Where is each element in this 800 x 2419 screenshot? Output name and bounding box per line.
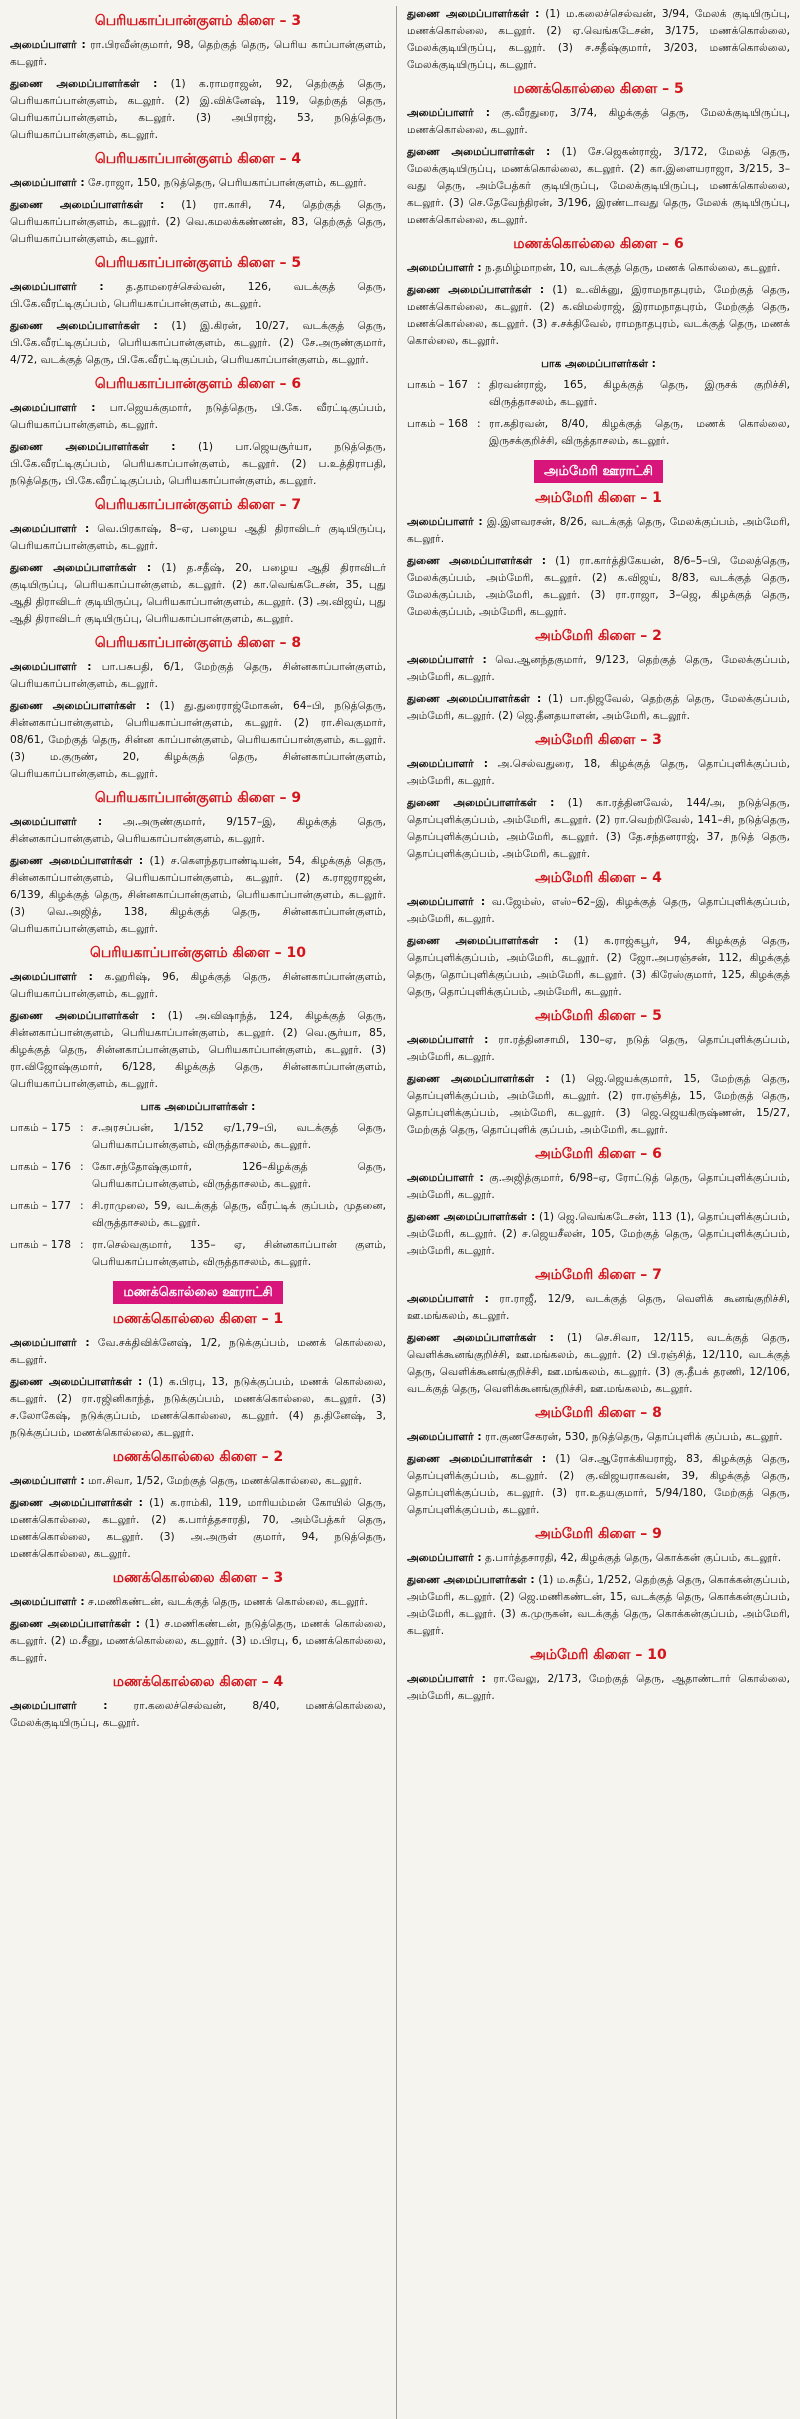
branch-title: மணக்கொல்லை கிளை – 5 [513,81,684,97]
member-entry [10,1495,386,1563]
member-entry [407,1071,790,1139]
member-entry [407,1170,790,1204]
branch-title: மணக்கொல்லை கிளை – 1 [112,1311,284,1327]
branch-title: பெரியகாப்பான்குளம் கிளை – 5 [94,255,302,271]
branch-section [407,235,790,350]
role-label: துணை அமைப்பாளர்கள் : [10,78,158,90]
entry-text: (1) செ.ஆரோக்கியராஜ், 83, கிழக்குத் தெரு, தொப்புளிக்குப்பம், கடலூர். (2) கு.விஜயராகவன், 39, கிழக்குத் தெரு, தொப்புளிக்குப்பம், கடலூர். (3) ரா.உதயகுமார், 5/94/180, மேற்குத் தெரு, தொப்புளிக்குப்பம், கடலூர். [407,1453,791,1516]
entry-text: ரா.கலைச்செல்வன், 8/40, மணக்கொல்லை, மேலக்குடியிருப்பு, கடலூர். [10,1700,386,1729]
role-label: அமைப்பாளர் : [10,1700,108,1712]
member-entry [407,282,790,350]
entry-text: வெ.பிரகாஷ், 8–ஏ, பழைய ஆதி திராவிடர் குடியிருப்பு, பெரியகாப்பான்குளம், கடலூர். [10,523,386,552]
left-banner-wrap [10,1281,386,1304]
entry-text: க.ஹரிஷ், 96, கிழக்குத் தெரு, சின்னகாப்பான்குளம், பெரியகாப்பான்குளம், கடலூர். [10,971,386,1000]
role-label: அமைப்பாளர் : [10,1475,85,1487]
branch-title: மணக்கொல்லை கிளை – 4 [112,1674,284,1690]
ward-separator: : [80,1200,84,1212]
member-entry [10,659,386,693]
entry-text: அ.செல்வதுரை, 18, கிழக்குத் தெரு, தொப்புளிக்குப்பம், அம்மேரி, கடலூர். [407,758,790,787]
branch-title: பெரியகாப்பான்குளம் கிளை – 8 [94,635,302,651]
entry-text: (1) ஜெ.ஜெயக்குமார், 15, மேற்குத் தெரு, தொப்புளிக்குப்பம், அம்மேரி, கடலூர். (2) ரா.ரஞ்சித், 15, மேற்குத் தெரு, தொப்புளிக்குப்பம், அம்மேரி, கடலூர். (3) ஜெ.ஜெயகிருஷ்ணன், 15/27, மேற்குத் தெரு, தொப்புளிக் குப்பம், அம்மேரி, கடலூர். [407,1073,790,1136]
member-entry [10,439,386,490]
ward-separator: : [477,379,481,391]
role-label: துணை அமைப்பாளர்கள் : [10,199,165,211]
ward-text: ரா.கதிரவன், 8/40, கிழக்குத் தெரு, மணக் கொல்லை, இருசக்குறிச்சி, விருத்தாசலம், கடலூர். [489,418,790,447]
role-label: துணை அமைப்பாளர்கள் : [10,855,144,867]
ward-label: பாகம் – 176 [10,1161,71,1173]
role-label: அமைப்பாளர் : [10,661,92,673]
entry-text: (1) ஜெ.வெங்கடேசன், 113 (1), தொப்புளிக்குப்பம், அம்மேரி, கடலூர். (2) ச.ஜெயசீலன், 105, மேற்குத் தெரு, தொப்புளிக்குப்பம், அம்மேரி, கடலூர். [407,1211,790,1257]
ward-separator: : [477,418,481,430]
branch-section [407,1525,790,1640]
branch-title: மணக்கொல்லை கிளை – 3 [112,1570,284,1586]
role-label: துணை அமைப்பாளர்கள் : [10,441,176,453]
right-top-paras [407,6,790,74]
entry-text: மா.சிவா, 1/52, மேற்குத் தெரு, மணக்கொல்லை, கடலூர். [88,1475,363,1487]
member-entry [10,400,386,434]
entry-text: சே.ராஜா, 150, நடுத்தெரு, பெரியகாப்பான்குளம், கடலூர். [88,177,367,189]
left-ward-heading: பாக அமைப்பாளர்கள் : [140,1101,256,1113]
branch-section [10,1310,386,1442]
entry-text: வே.சக்திவிக்னேஷ், 1/2, நடுக்குப்பம், மணக் கொல்லை, கடலூர். [10,1337,386,1366]
role-label: அமைப்பாளர் : [10,177,85,189]
ward-text: சி.ராமுலை, 59, வடக்குத் தெரு, வீரட்டிக் குப்பம், முதனை, விருத்தாசலம், கடலூர். [92,1200,386,1229]
entry-text: ரா.ரத்தினசாமி, 130–ஏ, நடுத் தெரு, தொப்புளிக்குப்பம், அம்மேரி, கடலூர். [407,1034,790,1063]
branch-section [10,254,386,369]
role-label: துணை அமைப்பாளர்கள் : [407,8,540,20]
entry-text: (1) ம.கலைச்செல்வன், 3/94, மேலக் குடியிருப்பு, மணக்கொல்லை, கடலூர். (2) ஏ.வெங்கடேசன், 3/175, மணக்கொல்லை, மேலக்குடியிருப்பு, கடலூர். (3) ச.சதீஷ்குமார், 3/203, மணக்கொல்லை, மேலக்குடியிருப்பு, கடலூர். [407,8,791,71]
entry-text: த.பார்த்தசாரதி, 42, கிழக்குத் தெரு, கொக்கன் குப்பம், கடலூர். [485,1552,782,1564]
branch-title: பெரியகாப்பான்குளம் கிளை – 6 [94,376,302,392]
right-banner-wrap [407,460,790,483]
entry-text: ரா.வேலு, 2/173, மேற்குத் தெரு, ஆதாண்டார் கொல்லை, அம்மேரி, கடலூர். [407,1673,790,1702]
member-entry [10,1616,386,1667]
ward-row [10,1120,386,1154]
role-label: துணை அமைப்பாளர்கள் : [407,146,551,158]
ward-label: பாகம் – 175 [10,1122,71,1134]
role-label: அமைப்பாளர் : [407,262,482,274]
role-label: அமைப்பாளர் : [407,1673,486,1685]
right-wards [407,377,790,450]
branch-title: பெரியகாப்பான்குளம் கிளை – 4 [94,151,302,167]
entry-text: (1) அ.விஷாந்த், 124, கிழக்குத் தெரு, சின்னகாப்பான்குளம், பெரியகாப்பான்குளம், கடலூர். (2) வெ.சூர்யா, 85, கிழக்குத் தெரு, சின்னகாப்பான்குளம், பெரியகாப்பான்குளம், கடலூர். (3) ரா.விஜோஷ்குமார், 6/128, கிழக்குத் தெரு, சின்னகாப்பான்குளம், பெரியகாப்பான்குளம், கடலூர். [10,1010,387,1090]
entry-text: (1) து.துரைராஜ்மோகன், 64–பி, நடுத்தெரு, சின்னகாப்பான்குளம், பெரியகாப்பான்குளம், கடலூர். (2) ரா.சிவகுமார், 08/61, மேற்குத் தெரு, சின்ன காப்பான்குளம், பெரியகாப்பான்குளம், கடலூர். (3) ம.குருண், 20, கிழக்குத் தெரு, சின்னகாப்பான்குளம், பெரியகாப்பான்குளம், கடலூர். [10,700,386,780]
ward-text: கோ.சந்தோஷ்குமார், 126–கிழக்குத் தெரு, பெரியகாப்பான்குளம், விருத்தாசலம், கடலூர். [92,1161,386,1190]
ward-text: ரா.செல்வகுமார், 135– ஏ, சின்னகாப்பான் குளம், பெரியகாப்பான்குளம், விருத்தாசலம், கடலூர். [92,1239,386,1268]
member-entry [407,795,790,863]
member-entry [10,1008,386,1093]
member-entry [407,894,790,928]
role-label: அமைப்பாளர் : [10,523,90,535]
role-label: துணை அமைப்பாளர்கள் : [10,562,152,574]
branch-section [10,496,386,628]
ward-row [407,416,790,450]
role-label: துணை அமைப்பாளர்கள் : [407,797,555,809]
member-entry [407,1451,790,1519]
member-entry [10,1374,386,1442]
ward-text: ச.அரசப்பன், 1/152 ஏ/1,79–பி, வடக்குத் தெரு, பெரியகாப்பான்குளம், விருத்தாசலம், கடலூர். [92,1122,386,1151]
member-entry [10,1473,386,1490]
branch-title: அம்மேரி கிளை – 1 [535,490,662,506]
member-entry [407,6,790,74]
entry-text: (1) க.பிரபு, 13, நடுக்குப்பம், மணக் கொல்லை, கடலூர். (2) ரா.ரஜினிகாந்த், நடுக்குப்பம், மணக்கொல்லை, கடலூர். (3) ச.லோகேஷ், நடுக்குப்பம், மணக்கொல்லை, கடலூர். (4) த.தினேஷ், 3, நடுக்குப்பம், மணக்கொல்லை, கடலூர். [10,1376,387,1439]
role-label: அமைப்பாளர் : [407,1034,489,1046]
branch-title: அம்மேரி கிளை – 3 [535,732,662,748]
member-entry [10,1698,386,1732]
branch-section [10,150,386,248]
ward-label: பாகம் – 178 [10,1239,71,1251]
role-label: துணை அமைப்பாளர்கள் : [407,935,559,947]
role-label: துணை அமைப்பாளர்கள் : [407,1574,535,1586]
branch-title: அம்மேரி கிளை – 9 [535,1526,662,1542]
member-entry [407,144,790,229]
entry-text: (1) ச.மணிகண்டன், நடுத்தெரு, மணக் கொல்லை, கடலூர். (2) ம.சீனு, மணக்கொல்லை, கடலூர். (3) ம.பிரபு, 6, மணக்கொல்லை, கடலூர். [10,1618,387,1664]
member-entry [407,260,790,277]
branch-section [10,1569,386,1667]
branch-section [407,1404,790,1519]
left-branches-b [10,1310,386,1732]
branch-section [407,489,790,621]
role-label: துணை அமைப்பாளர்கள் : [407,1211,536,1223]
left-branches-a [10,12,386,1093]
ward-label: பாகம் – 168 [407,418,468,430]
branch-section [407,869,790,1001]
role-label: துணை அமைப்பாளர்கள் : [10,320,158,332]
role-label: அமைப்பாளர் : [10,1596,85,1608]
member-entry [10,521,386,555]
entry-text: பா.ஜெயக்குமார், நடுத்தெரு, பி.கே. வீரட்டிகுப்பம், பெரியகாப்பான்குளம், கடலூர். [10,402,386,431]
right-ward-heading: பாக அமைப்பாளர்கள் : [541,358,656,370]
ward-row [407,377,790,411]
role-label: துணை அமைப்பாளர்கள் : [10,1618,140,1630]
entry-text: (1) இ.கிரன், 10/27, வடக்குத் தெரு, பி.கே.வீரட்டிகுப்பம், பெரியகாப்பான்குளம், கடலூர். (2) சே.அருண்குமார், 4/72, வடக்குத் தெரு, பி.கே.வீரட்டிகுப்பம், பெரியகாப்பான்குளம், கடலூர். [10,320,387,366]
member-entry [10,814,386,848]
role-label: துணை அமைப்பாளர்கள் : [407,1332,554,1344]
entry-text: (1) ரா.கார்த்திகேயன், 8/6–5–பி, மேலத்தெரு, மேலக்குப்பம், அம்மேரி, கடலூர். (2) க.விஜய், 8/83, வடக்குத் தெரு, மேலக்குப்பம், அம்மேரி, கடலூர். (3) ரா.ராஜா, 3–ஜெ, கிழக்குத் தெரு, மேலக்குப்பம், அம்மேரி, கடலூர். [407,555,791,618]
entry-text: அ.அருண்குமார், 9/157–இ, கிழக்குத் தெரு, சின்னகாப்பான்குளம், பெரியகாப்பான்குளம், கடலூர். [10,816,386,845]
panchayat-banner-ammeri: அம்மேரி ஊராட்சி [534,460,663,483]
role-label: அமைப்பாளர் : [407,654,487,666]
branch-title: அம்மேரி கிளை – 4 [535,870,662,886]
role-label: துணை அமைப்பாளர்கள் : [407,1073,550,1085]
branch-section [407,1266,790,1398]
entry-text: (1) செ.சிவா, 12/115, வடக்குத் தெரு, வெளிக்கூனங்குறிச்சி, ஊ.மங்கலம், கடலூர். (2) பி.ரஞ்சித், 12/110, வடக்குத் தெரு, வெளிக்கூனங்குறிச்சி, ஊ.மங்கலம், கடலூர். (3) கு.தீபக் தரணி, 12/106, வடக்குத் தெரு, வெளிக்கூனங்குறிச்சி, ஊ.மங்கலம், கடலூர். [407,1332,790,1395]
member-entry [407,756,790,790]
entry-text: (1) ச.கௌந்தரபாண்டியன், 54, கிழக்குத் தெரு, சின்னகாப்பான்குளம், பெரியகாப்பான்குளம், கடலூர். (2) க.ராஜராஜன், 6/139, கிழக்குத் தெரு, சின்னகாப்பான்குளம், பெரியகாப்பான்குளம், கடலூர். (3) வெ.அஜித், 138, கிழக்குத் தெரு, சின்னகாப்பான்குளம், பெரியகாப்பான்குளம், கடலூர். [10,855,386,935]
role-label: அமைப்பாளர் : [10,816,103,828]
branch-title: மணக்கொல்லை கிளை – 6 [513,236,684,252]
entry-text: (1) க.ராஜ்கபூர், 94, கிழக்குத் தெரு, தொப்புளிக்குப்பம், அம்மேரி, கடலூர். (2) ஜோ.அபரஞ்சன், 112, கிழக்குத் தெரு, தொப்புளிக்குப்பம், அம்மேரி, கடலூர். (3) கிரேஸ்குமார், 125, கிழக்குத் தெரு, தொப்புளிக்குப்பம், அம்மேரி, கடலூர். [407,935,791,998]
entry-text: கு.அஜித்குமார், 6/98–ஏ, ரோட்டுத் தெரு, தொப்புளிக்குப்பம், அம்மேரி, கடலூர். [407,1172,790,1201]
role-label: துணை அமைப்பாளர்கள் : [10,700,150,712]
entry-text: பா.பசுபதி, 6/1, மேற்குத் தெரு, சின்னகாப்பான்குளம், பெரியகாப்பான்குளம், கடலூர். [10,661,386,690]
role-label: அமைப்பாளர் : [407,896,486,908]
right-branches-a [407,80,790,350]
member-entry [10,560,386,628]
branch-title: அம்மேரி கிளை – 7 [535,1267,662,1283]
member-entry [407,1429,790,1446]
role-label: அமைப்பாளர் : [407,516,483,528]
branch-title: மணக்கொல்லை கிளை – 2 [112,1449,284,1465]
role-label: துணை அமைப்பாளர்கள் : [407,1453,547,1465]
member-entry [407,553,790,621]
member-entry [10,175,386,192]
branch-title: பெரியகாப்பான்குளம் கிளை – 10 [89,945,307,961]
role-label: அமைப்பாளர் : [10,402,96,414]
member-entry [10,318,386,369]
role-label: துணை அமைப்பாளர்கள் : [10,1376,143,1388]
branch-title: பெரியகாப்பான்குளம் கிளை – 7 [94,497,302,513]
member-entry [407,1291,790,1325]
entry-text: ரா.குணசேகரன், 530, நடுத்தெரு, தொப்புளிக் குப்பம், கடலூர். [485,1431,783,1443]
ward-row [10,1237,386,1271]
entry-text: த.தாமரைச்செல்வன், 126, வடக்குத் தெரு, பி.கே.வீரட்டிகுப்பம், பெரியகாப்பான்குளம், கடலூர். [10,281,386,310]
branch-section [10,1673,386,1732]
role-label: அமைப்பாளர் : [407,107,491,119]
entry-text: (1) பா.நிஜவேல், தெற்குத் தெரு, மேலக்குப்பம், அம்மேரி, கடலூர். (2) ஜெ.தீனதயாளன், அம்மேரி, கடலூர். [407,693,790,722]
member-entry [10,698,386,783]
entry-text: (1) க.ராம்கி, 119, மாரியம்மன் கோயில் தெரு, மணக்கொல்லை, கடலூர். (2) க.பார்த்தசாரதி, 70, அம்பேத்கர் தெரு, மணக்கொல்லை, கடலூர். (3) அ.அருள் குமார், 94, நடுத்தெரு, மணக்கொல்லை, கடலூர். [10,1497,387,1560]
role-label: அமைப்பாளர் : [407,1552,482,1564]
role-label: அமைப்பாளர் : [10,1337,90,1349]
member-entry [10,853,386,938]
member-entry [407,652,790,686]
entry-text: வெ.ஆனந்தகுமார், 9/123, தெற்குத் தெரு, மேலக்குப்பம், அம்மேரி, கடலூர். [407,654,790,683]
role-label: அமைப்பாளர் : [10,971,93,983]
member-entry [407,1209,790,1260]
role-label: அமைப்பாளர் : [10,39,86,51]
member-entry [10,197,386,248]
entry-text: ரா.பிரவீன்குமார், 98, தெற்குத் தெரு, பெரிய காப்பான்குளம், கடலூர். [10,39,386,68]
ward-label: பாகம் – 177 [10,1200,71,1212]
entry-text: (1) ம.சுதீப், 1/252, தெற்குத் தெரு, கொக்கன்குப்பம், அம்மேரி, கடலூர். (2) ஜெ.மணிகண்டன், 15, வடக்குத் தெரு, கொக்கன்குப்பம், அம்மேரி, கடலூர். (3) க.முருகன், வடக்குத் தெரு, கொக்கன்குப்பம், அம்மேரி, கடலூர். [407,1574,791,1637]
entry-text: (1) த.சதீஷ், 20, பழைய ஆதி திராவிடர் குடியிருப்பு, பெரியகாப்பான்குளம், கடலூர். (2) கா.வெங்கடேசன், 35, புது ஆதி திராவிடர் குடியிருப்பு, பெரியகாப்பான்குளம், கடலூர். (3) அ.விஜய், புது ஆதி திராவிடர் குடியிருப்பு, பெரியகாப்பான்குளம், கடலூர். [10,562,387,625]
branch-section [407,627,790,725]
member-entry [10,37,386,71]
member-entry [10,1594,386,1611]
entry-text: ச.மணிகண்டன், வடக்குத் தெரு, மணக் கொல்லை, கடலூர். [88,1596,369,1608]
right-branches-b [407,489,790,1705]
member-entry [10,76,386,144]
member-entry [10,1335,386,1369]
branch-section [10,789,386,938]
role-label: அமைப்பாளர் : [407,1431,482,1443]
panchayat-banner-manakkollai: மணக்கொல்லை ஊராட்சி [113,1281,282,1304]
ward-separator: : [80,1239,84,1251]
member-entry [10,279,386,313]
role-label: துணை அமைப்பாளர்கள் : [407,284,545,296]
role-label: துணை அமைப்பாளர்கள் : [10,1010,156,1022]
branch-title: பெரியகாப்பான்குளம் கிளை – 9 [94,790,302,806]
entry-text: (1) உ.விக்னு, இராமநாதபுரம், மேற்குத் தெரு, மணக்கொல்லை, கடலூர். (2) க.விமல்ராஜ், இராமநாதபுரம், மேற்குத் தெரு, மணக்கொல்லை, கடலூர். (3) ச.சக்திவேல், ராமநாதபுரம், வடக்குத் தெரு, மணக் கொல்லை, கடலூர். [407,284,790,347]
branch-section [10,1448,386,1563]
branch-title: அம்மேரி கிளை – 5 [535,1008,662,1024]
branch-section [10,12,386,144]
entry-text: ந.தமிழ்மாறன், 10, வடக்குத் தெரு, மணக் கொல்லை, கடலூர். [485,262,781,274]
role-label: துணை அமைப்பாளர்கள் : [407,555,546,567]
role-label: அமைப்பாளர் : [407,1172,484,1184]
member-entry [407,691,790,725]
member-entry [407,105,790,139]
ward-text: திரவன்ராஜ், 165, கிழக்குத் தெரு, இருசக் குறிச்சி, விருத்தாசலம், கடலூர். [489,379,790,408]
branch-title: அம்மேரி கிளை – 10 [530,1647,667,1663]
branch-section [407,80,790,229]
role-label: துணை அமைப்பாளர்கள் : [407,693,542,705]
ward-label: பாகம் – 167 [407,379,468,391]
left-column [4,6,397,2419]
branch-section [10,944,386,1093]
branch-section [10,634,386,783]
entry-text: கு.வீரதுரை, 3/74, கிழக்குத் தெரு, மேலக்குடியிருப்பு, மணக்கொல்லை, கடலூர். [407,107,790,136]
right-column [397,6,796,2419]
branch-section [407,1007,790,1139]
ward-separator: : [80,1122,84,1134]
entry-text: (1) சே.ஜெகன்ராஜ், 3/172, மேலத் தெரு, மேலக்குடியிருப்பு, மணக்கொல்லை, கடலூர். (2) கா.இளையராஜா, 3/215, 3–வது தெரு, அம்பேத்கர் குடியிருப்பு, மேலக்குடியிருப்பு, மணக்கொல்லை, கடலூர். (3) செ.தேவேந்திரன், 3/196, இரண்டாவது தெரு, மேலக் குடியிருப்பு, மணக்கொல்லை, கடலூர். [407,146,790,226]
member-entry [407,1671,790,1705]
member-entry [407,1572,790,1640]
role-label: அமைப்பாளர் : [10,281,104,293]
entry-text: வ.ஜேம்ஸ், எஸ்–62–இ, கிழக்குத் தெரு, தொப்புளிக்குப்பம், அம்மேரி, கடலூர். [407,896,790,925]
branch-section [407,731,790,863]
role-label: அமைப்பாளர் : [407,1293,489,1305]
entry-text: (1) கா.ரத்தினவேல், 144/அ, நடுத்தெரு, தொப்புளிக்குப்பம், அம்மேரி, கடலூர். (2) ரா.வெற்றிவேல், 141–சி, நடுத்தெரு, தொப்புளிக்குப்பம், அம்மேரி, கடலூர். (3) தே.சந்தனராஜ், 37, நடுத் தெரு, தொப்புளிக்குப்பம், அம்மேரி, கடலூர். [407,797,790,860]
member-entry [407,514,790,548]
branch-title: பெரியகாப்பான்குளம் கிளை – 3 [94,13,302,29]
branch-title: அம்மேரி கிளை – 6 [535,1146,662,1162]
ward-row [10,1198,386,1232]
branch-title: அம்மேரி கிளை – 2 [535,628,662,644]
role-label: துணை அமைப்பாளர்கள் : [10,1497,143,1509]
branch-title: அம்மேரி கிளை – 8 [535,1405,662,1421]
member-entry [407,1032,790,1066]
member-entry [407,933,790,1001]
entry-text: இ.இளவரசன், 8/26, வடக்குத் தெரு, மேலக்குப்பம், அம்மேரி, கடலூர். [407,516,790,545]
entry-text: (1) ரா.காசி, 74, தெற்குத் தெரு, பெரியகாப்பான்குளம், கடலூர். (2) வெ.கமலக்கண்ணன், 83, தெற்குத் தெரு, பெரியகாப்பான்குளம், கடலூர். [10,199,386,245]
left-wards [10,1120,386,1271]
member-entry [407,1330,790,1398]
branch-section [10,375,386,490]
branch-section [407,1145,790,1260]
member-entry [407,1550,790,1567]
branch-section [407,1646,790,1705]
role-label: அமைப்பாளர் : [407,758,488,770]
entry-text: (1) பா.ஜெயசூர்யா, நடுத்தெரு, பி.கே.வீரட்டிகுப்பம், பெரியகாப்பான்குளம், கடலூர். (2) ப.உத்திராபதி, நடுத்தெரு, பி.கே.வீரட்டிகுப்பம், பெரியகாப்பான்குளம், கடலூர். [10,441,386,487]
ward-separator: : [80,1161,84,1173]
ward-row [10,1159,386,1193]
member-entry [10,969,386,1003]
entry-text: (1) க.ராமராஜன், 92, தெற்குத் தெரு, பெரியகாப்பான்குளம், கடலூர். (2) இ.விக்னேஷ், 119, தெற்குத் தெரு, பெரியகாப்பான்குளம், கடலூர். (3) அபிராஜ், 53, நடுத்தெரு, பெரியகாப்பான்குளம், கடலூர். [10,78,386,141]
entry-text: ரா.ராஜீ, 12/9, வடக்குத் தெரு, வெளிக் கூனங்குறிச்சி, ஊ.மங்கலம், கடலூர். [407,1293,790,1322]
